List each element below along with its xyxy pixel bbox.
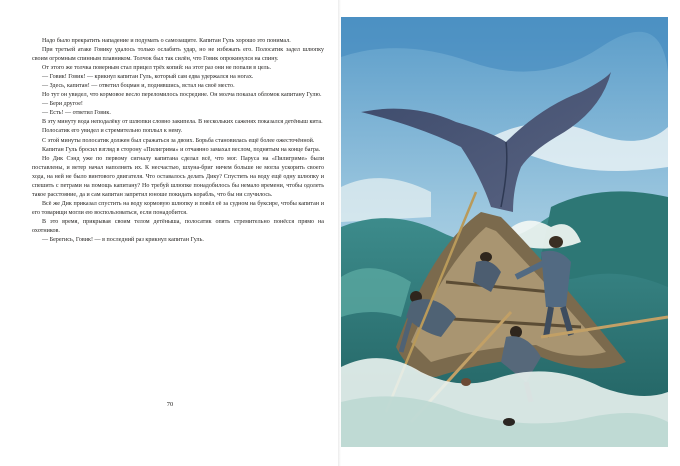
body-text [32, 37, 324, 245]
paragraph: С этой минуты полосатик должен был сражаться за двоих. Борьба становилась ещё более ожесточённой. [42, 137, 315, 144]
page-number: 70 [166, 401, 174, 408]
paragraph: Надо было прекратить нападение и подумать о самозащите. Капитан Гуль хорошо это понимал. [42, 38, 291, 44]
paragraph: В эту минуту вода неподалёку от шлюпки словно закипела. В нескольких саженях показался детёныш кита. [42, 119, 323, 126]
paragraph: При третьей атаке Говику удалось только ослабить удар, но не избежать его. Полосатик задел шлюпку своим огромным спинным плавником. Толчок был так силён, что Говик опрокинулся на спину. [32, 47, 324, 63]
swimmer-head [503, 418, 515, 426]
paragraph: — Говик! Говик! — крикнул капитан Гуль, который сам едва удержался на ногах. [42, 74, 254, 81]
paragraph: — Есть! — ответил Говик. [42, 110, 111, 117]
paragraph: — Здесь, капитан! — ответил боцман и, поднявшись, встал на своё место. [42, 83, 235, 90]
illustration [341, 17, 668, 447]
paragraph: Но Дик Сэнд уже по первому сигналу капитана сделал всё, что мог. Паруса на «Пилигриме» были поставлены, и ветер начал наполнять их. К несчастью, шхуна-бриг ничем больше не могла ускорить своего хода, на ней не было винтового двигателя. Что оставалось делать Дику? Спустить на воду ещё одну шлюпку и спешить с петрами на помощь капитану? Но требуй шлюпке понадобилось бы немало времени, чтобы одолеть такое расстояние, да и сам капитан запретил юноше покидать корабль, что бы ни случилось. [32, 155, 324, 198]
whale-attack-painting [341, 17, 668, 447]
paragraph: От этого же толчка поверным стал прицел трёх копий: на этот раз они не попали в цель. [42, 65, 272, 72]
paragraph: Капитан Гуль бросил взгляд в сторону «Пилигрима» и отчаянно замахал веслом, поднятым на конце багра. [42, 146, 321, 153]
swimmer-head [461, 378, 471, 386]
paragraph: Полосатик его увидел и стремительно поплыл к нему. [42, 128, 183, 135]
paragraph: — Берегись, Говик! — в последний раз крикнул капитан Гуль. [42, 237, 204, 244]
paragraph: В это время, прикрывая своим телом детёныша, полосатик опять стремительно понёсся прямо на охотников. [32, 218, 324, 234]
paragraph: Но тут он увидел, что кормовое весло переломилось посредине. Он молча показал обломок капитану Гулю. [42, 92, 322, 99]
paragraph: Всё же Дик приказал спустить на воду кормовую шлюпку и повёл её за судном на буксире, чтобы капитан и его товарищи могли ею воспользоваться, если понадобится. [32, 200, 324, 216]
paragraph: — Бери другое! [42, 101, 83, 108]
